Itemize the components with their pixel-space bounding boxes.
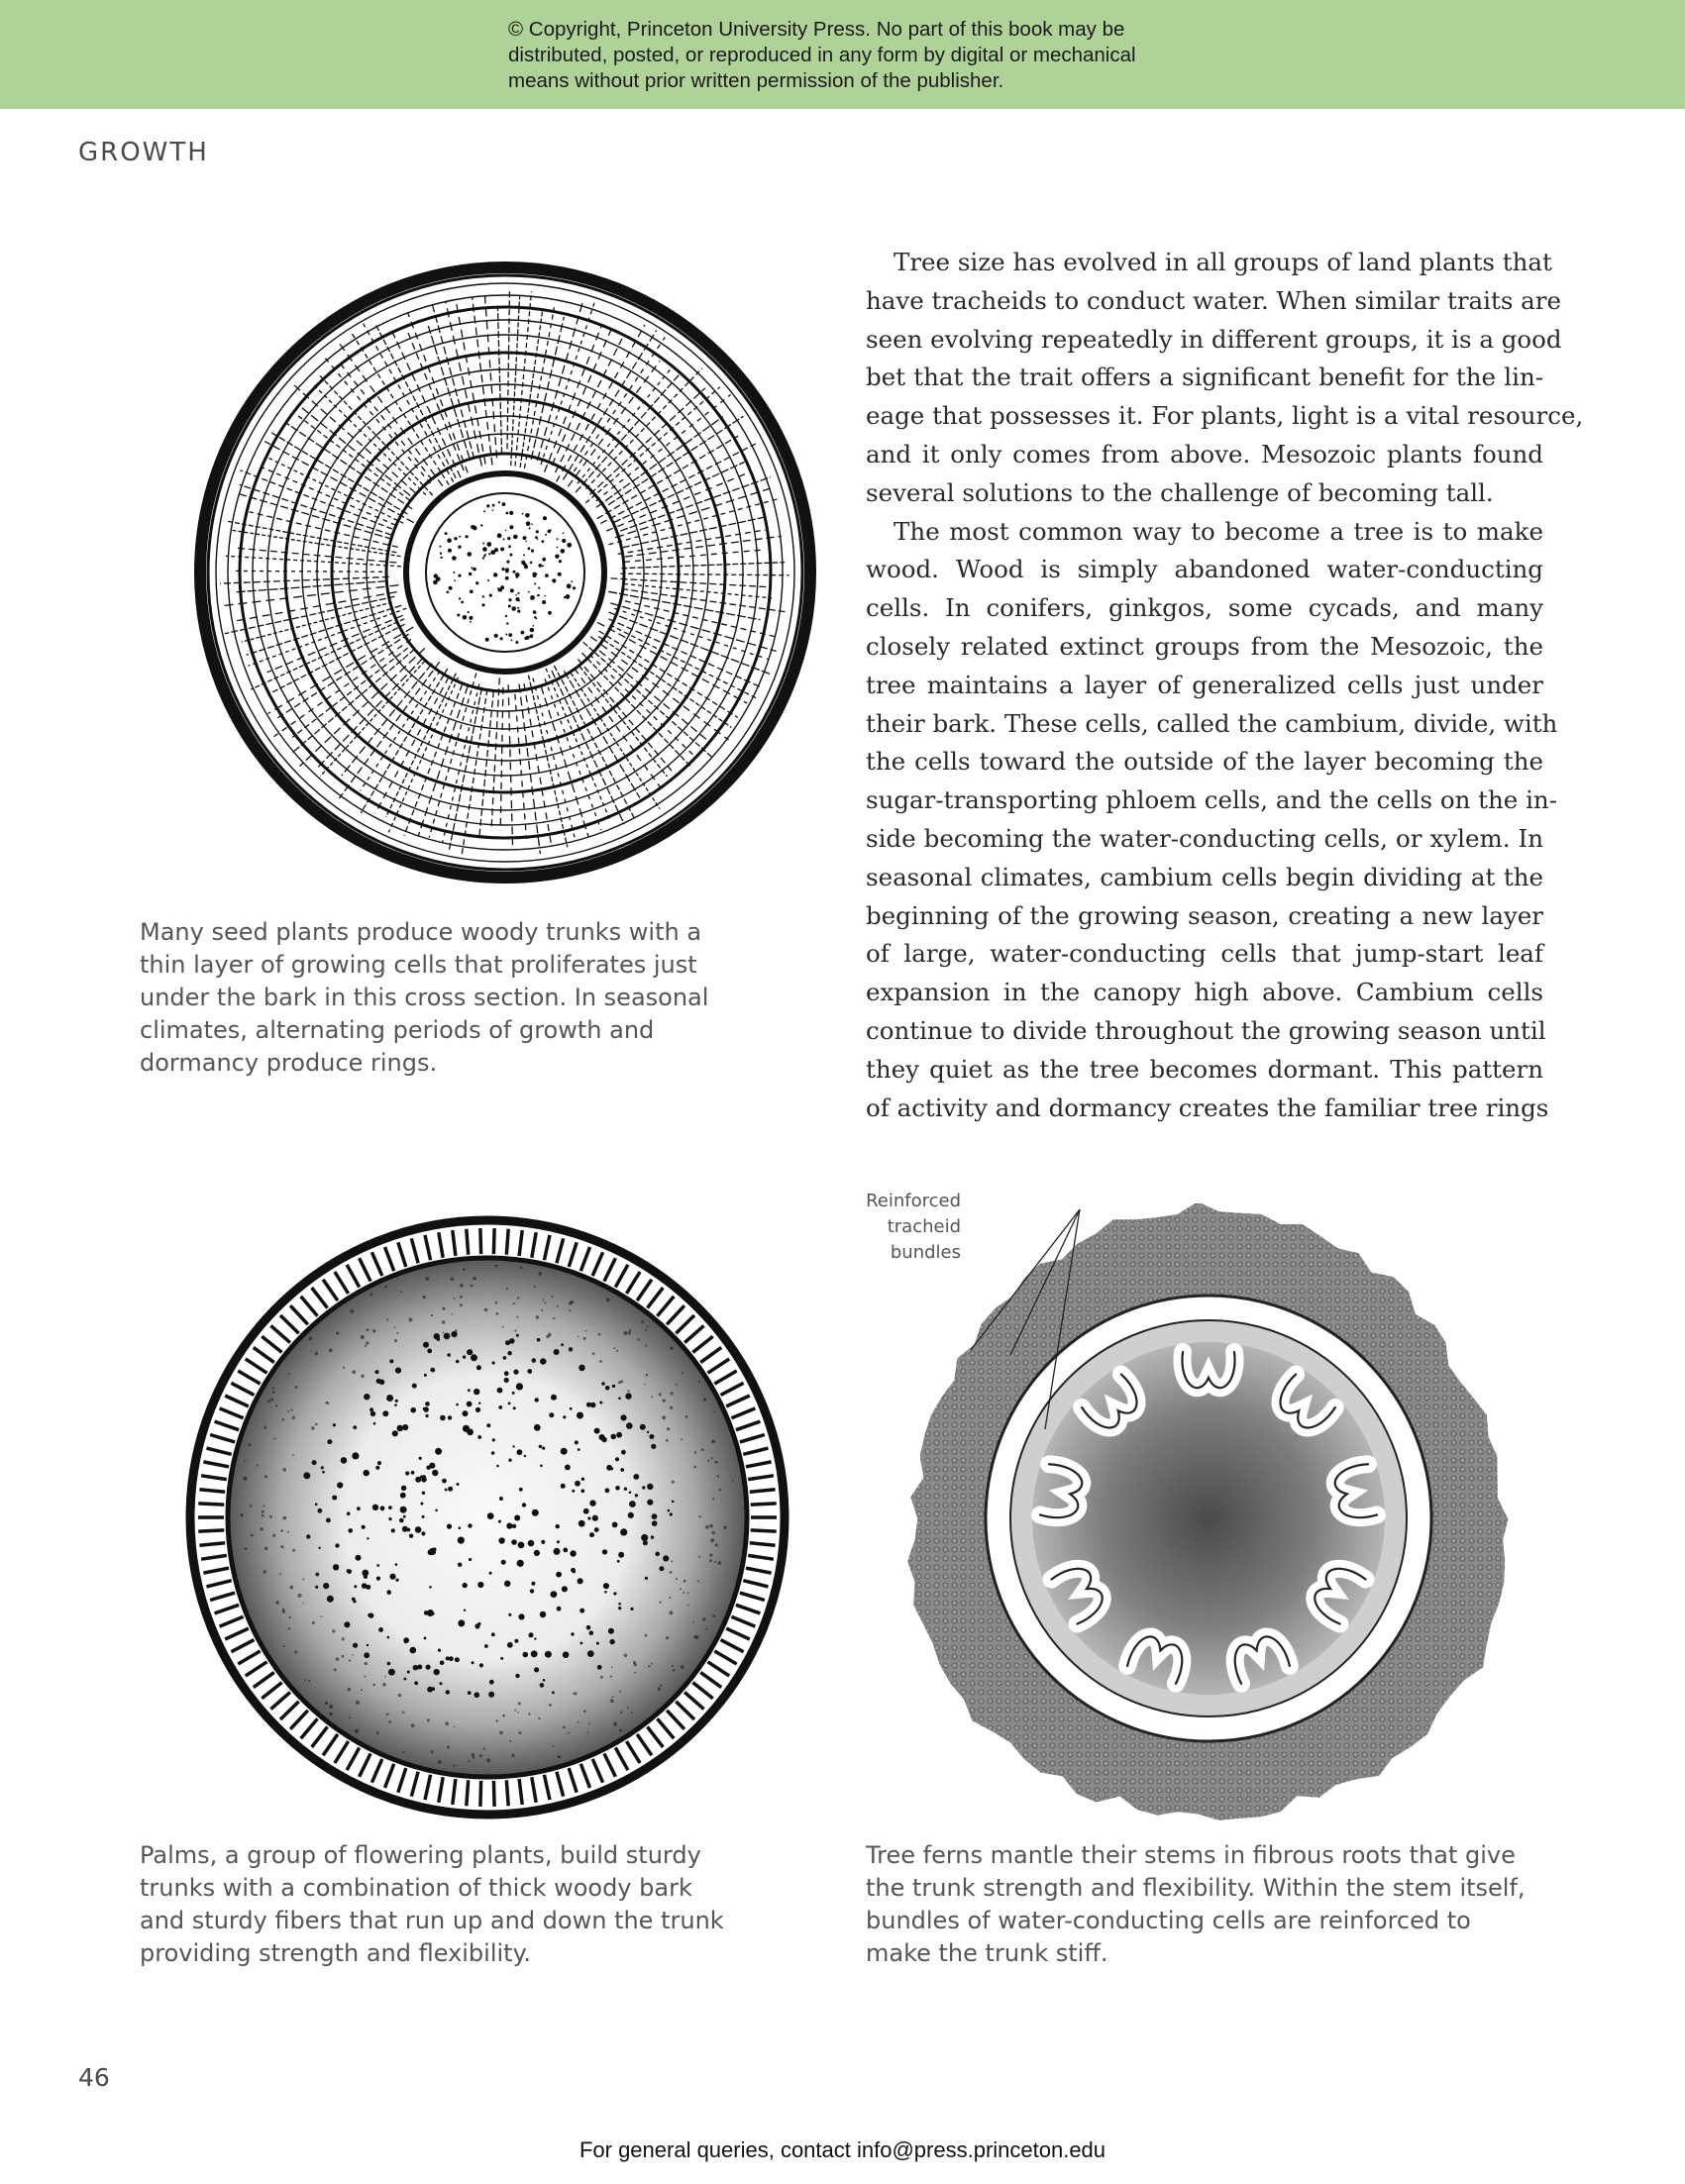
body-line: seen evolving repeatedly in different groups, it is a good [866,324,1562,354]
copyright-line: distributed, posted, or reproduced in any form by digital or mechanical [508,44,1136,66]
tree-fern-caption [866,1839,1526,1970]
body-line: of large, water-conducting cells that jump-start leaf [866,939,1543,969]
body-line: cells. In conifers, ginkgos, some cycads, and many [866,593,1543,623]
body-line: their bark. These cells, called the cambium, divide, with [866,708,1558,738]
caption-line: Many seed plants produce woody trunks with a [140,918,702,946]
tree-fern-trunk-illustration [887,1203,1521,1822]
footer-contact: For general queries, contact info@press.princeton.edu [579,2137,1106,2162]
caption-line: make the trunk stiff. [866,1939,1108,1967]
caption-line: thin layer of growing cells that proliferates just [140,951,697,979]
caption-line: the trunk strength and flexibility. Within the stem itself, [866,1874,1526,1902]
caption-line: Palms, a group of flowering plants, build sturdy [140,1841,701,1869]
body-line: and it only comes from above. Mesozoic plants found [866,439,1543,468]
body-line: the cells toward the outside of the layer becoming the [866,747,1543,777]
callout-line: tracheid [887,1216,961,1237]
callout-line: Reinforced [866,1191,961,1211]
body-line: several solutions to the challenge of becoming tall. [866,477,1494,507]
body-line: sugar-transporting phloem cells, and the cells on the in- [866,785,1557,815]
body-line: tree maintains a layer of generalized cells just under [866,670,1543,699]
running-head: GROWTH [78,138,209,167]
body-line: wood. Wood is simply abandoned water-conducting [866,555,1543,584]
woody-trunk-illustration [188,246,822,899]
caption-line: providing strength and flexibility. [140,1939,531,1967]
body-line: closely related extinct groups from the Mesozoic, the [866,631,1543,661]
caption-line: Tree ferns mantle their stems in fibrous roots that give [866,1841,1516,1869]
caption-line: under the bark in this cross section. In seasonal [140,984,709,1011]
page-number: 46 [78,2063,110,2092]
caption-line: and sturdy fibers that run up and down the trunk [140,1907,724,1934]
body-line: continue to divide throughout the growing season until [866,1015,1546,1045]
body-line: eage that possesses it. For plants, light is a vital resource, [866,401,1584,431]
body-line: expansion in the canopy high above. Cambium cells [866,978,1543,1007]
body-line: The most common way to become a tree is to make [894,516,1543,546]
copyright-line: means without prior written permission of the publisher. [508,69,1004,92]
copyright-line: © Copyright, Princeton University Press. No part of this book may be [508,18,1125,41]
palm-trunk-caption [140,1839,724,1970]
palm-trunk-illustration [180,1210,794,1824]
body-line: side becoming the water-conducting cells, or xylem. In [866,823,1543,853]
callout-line: bundles [890,1242,961,1263]
callout-label [832,1189,961,1266]
body-line: Tree size has evolved in all groups of land plants that [894,248,1552,276]
copyright-banner [0,0,1685,109]
copyright-notice [508,17,1261,94]
body-line: beginning of the growing season, creating a new layer [866,900,1543,930]
caption-line: bundles of water-conducting cells are reinforced to [866,1907,1471,1934]
woody-trunk-caption [140,916,708,1080]
body-line: seasonal climates, cambium cells begin dividing at the [866,862,1543,891]
caption-line: dormancy produce rings. [140,1049,438,1077]
body-text [866,244,1584,1127]
body-line: bet that the trait offers a significant benefit for the lin- [866,363,1543,392]
body-line: have tracheids to conduct water. When similar traits are [866,285,1561,315]
body-line: they quiet as the tree becomes dormant. This pattern [866,1054,1543,1084]
caption-line: climates, alternating periods of growth and [140,1016,655,1044]
body-line: of activity and dormancy creates the familiar tree rings [866,1092,1549,1122]
caption-line: trunks with a combination of thick woody bark [140,1874,692,1902]
